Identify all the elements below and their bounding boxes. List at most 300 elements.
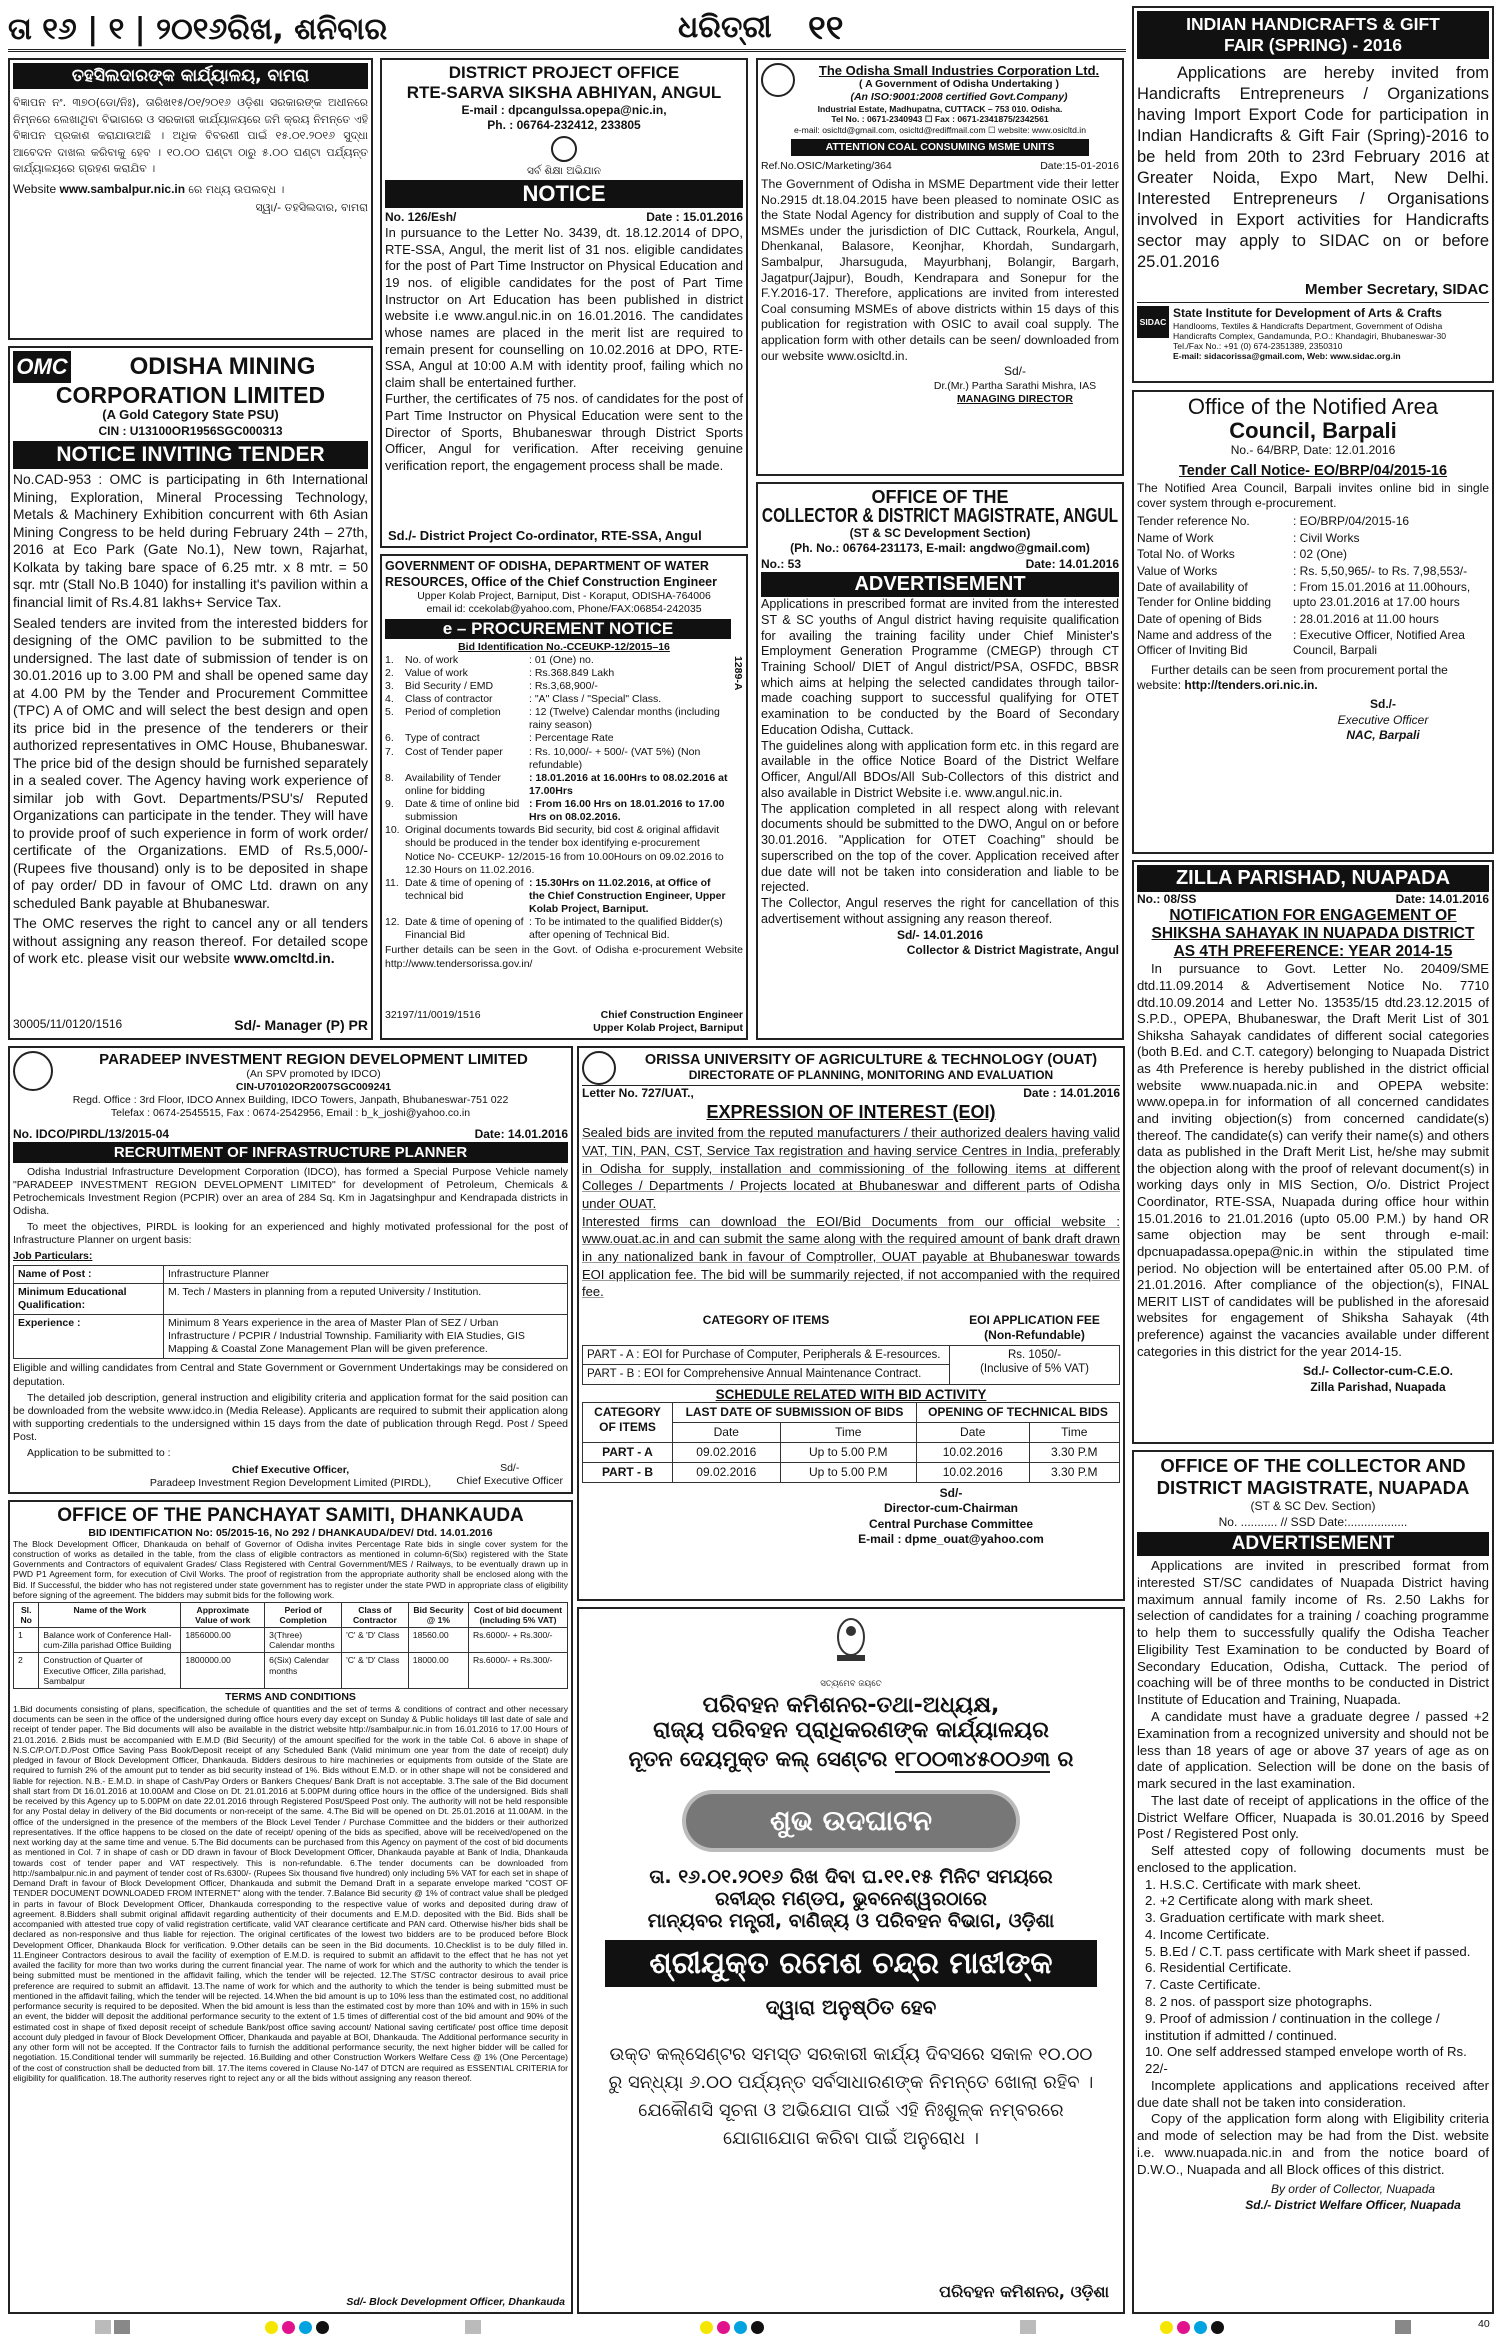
color-dot-icon bbox=[734, 2321, 747, 2334]
registration-square-icon bbox=[1020, 2320, 1036, 2334]
transport-toll-free-number[interactable]: ୧୮୦୦୩୪୫୦୦୬୩ bbox=[894, 1747, 1051, 1772]
ouat-subhead-cell: Time bbox=[1029, 1422, 1119, 1442]
pirdl-addr-3 bbox=[13, 1491, 568, 1494]
water-rows bbox=[385, 654, 729, 943]
water-row bbox=[385, 772, 729, 798]
water-row-value: : Percentage Rate bbox=[529, 732, 614, 745]
dhankauda-terms: 1.Bid documents consisting of plans, specification, the schedule of quantities and the set of terms & conditions of contract and other necessary documents can be seen in the office of the undersigned during office hours every day except on Sunday & Public holidays till last date of sale and receipt of tender paper. The Bid documents will also be available in the district website http://sambalpur.nic.in from 16.01.2016 to 17.00 Hours of 21.01.2016. 2.Bids must be accompanied with E.M.D (Bid Security) of the amount specified for the work in the table Col. 6 above in shape of N.S.C/P.O/T.D./Post Office Saving Pass Book/Deposit receipt of any Scheduled Bank (Valid minimum one year from the date of receipt) duly pledged in favour of Block Development Officer, Dhankauda. Bidders desirous to hire machineries or equipments from outside of the State are required to furnish 2% of the amount put to tender as bid security instead of 1%. Bids without E.M.D. or in other shape will not be considered and liable for rejection. N.B.- E.M.D. in shape of Cash/Pay Orders or Bankers Cheques/ Bank Draft is not acceptable. 3.The sale of the Bid document shall start from Dt 16.01.2016 at 10.00AM and Close on Dt. 21.01.2016 at 5.00PM during office hours in the office of the undersigned. Bids shall be received by this Agency up to 5.00PM on date 22.01.2016 through Registered Post/Speed Post only. The authority will not be held responsible for any Postal delay in delivery of the Bid documents or non-receipt of the same. 4.The Bid will be opened on Dt. 25.01.2016 at 11.00AM. in the office of the undersigned in the presence of the members of the Block Level Tender / Purchase Committee and the bidders or their authorized representatives. If the office happens to be closed on the date of receipt/ opening of the bids as specified, above will be received/opened on the next working day at the same time and venue. 5.The Bid documents can be purchased from this Agency on payment of the cost of bid documents as mentioned in Col. 7 in shape of cash or DD drawn in favour of Block Development Officer, Dhankauda payable at Bank of India, Dhankauda towards cost of tender paper and VAT respectively. This is non-refundable. 6.The tender documents can be downloaded from http://sambalpur.nic.in and payment of tender cost of Rs.6300/- (Rupees Six thousand five hundred) only including 5% VAT for each set in shape of Demand Draft in favour of Block Development Officer, Dhankauda and submit the Demand Draft in a separate envelope marked "COST OF TENDER DOCUMENT DOWNLOADED FROM INTERNET" along with the tender. 7.Balance Bid security @ 1% of contract value shall be pledged in parts in favour of Block Development Officer, Dhankauda corresponding to the respective value of works and deposited during draw of agreement. 8.Bidders shall submit original affidavit regarding authenticity of their documents and E.M.D. deposited with the Bid. Bids shall be accompanied with attested true copy of valid registration certificate, valid VAT clearance certificate and PAN card. Otherwise his/her bids shall be declared as non-responsive and thus liable for rejection. The original certificates of the lowest two bidders are to be produced before Block Development Officer, Dhankauda Block for verification. 9.Other details can be seen in the Bid documents. 10.Checklist is to be duly filled in. 11.Engineer Contractors desirous to avail the facility of exemption of E.M.D. is required to submit an affidavit to the effect that he has not yet availed the facility for more than two works during the current financial year. The name of work for which and the authority to which the tender is being submitted must be mentioned in the affidavit failing, which the tender will be rejected. 12.The ST/SC contractor desirous to avail price preference are required to submit an affidavit. 13.The name of work for which and the authority to which the tender is being submitted must be mentioned in the affidavit failing, which the tender will be rejected. 14.When the bid amount is up to 10% less than the estimated cost, no additional performance security is required to be deposited. When the bid amount is less than the estimated cost by more than 10% and with in 15% in such an event, the bidder will deposit the additional performance security to the extent of 1.5 times of differential cost of the bid amount and 90% of the estimated cost in shape of fixed deposit receipt of schedule Bank/post office saving account/ National saving certificate/ post office time deposit account duly pledged in favour of Block Development Officer, Dhankauda and payable at BOI, Dhankauda. The Additional performance security in any other form will not be accepted. If the Contractor fails to furnish the additional performance security, the next higher bidder will be called for negotiation. 15.Conditional tender will summarily be rejected. 16.Building and other Construction Workers Welfare Cess @ 1% (One Percentage) of the cost of construction shall be deducted from bill. 17.The items covered in Clause No-147 of DTCN are required as ESSENTIAL CRITERIA for eligibility for qualification. 18.The authority reserves right to reject any or all the bids without assigning any reason thereof. bbox=[13, 1703, 568, 2083]
ouat-table-cell: 10.02.2016 bbox=[916, 1442, 1029, 1462]
collector-angul-title-2: COLLECTOR & DISTRICT MAGISTRATE, ANGUL bbox=[761, 505, 1119, 528]
sidac-org-2: Handlooms, Textiles & Handicrafts Department, Government of Odisha bbox=[1173, 320, 1443, 331]
water-footer bbox=[385, 1009, 743, 1035]
omc-cin: CIN : U13100OR1956SGC000313 bbox=[98, 424, 283, 439]
collector-nuapada-notice bbox=[1132, 1450, 1494, 2314]
collector-angul-p4: The Collector, Angul reserves the right for cancellation of this advertisement without assigning any reason thereof. bbox=[761, 896, 1119, 926]
sidac-body: Applications are hereby invited from Handicrafts Entrepreneurs / Organizations having Import Export Code for participation in Indian Handicrafts & Gift Fair (Spring)-2016 to be held from 20th to 23rd February 2016 at Greater Noida, Expo Mart, New Delhi. Interested Entrepreneurs / Organisations involved in Export activities for Handicrafts sector may apply to SIDAC on or before 25.01.2016 bbox=[1137, 64, 1489, 271]
barpali-row-value: : Rs. 5,50,965/- to Rs. 7,98,553/- bbox=[1293, 563, 1468, 578]
dhankauda-table-cell: 2 bbox=[14, 1653, 39, 1688]
barpali-row bbox=[1137, 514, 1489, 529]
ouat-fee-2: (Inclusive of 5% VAT) bbox=[980, 1363, 1089, 1376]
tahasil-body: ବିଜ୍ଞାପନ ନଂ. ୩୭୦(ଡୋ/ନିଃ), ତାରିଖ୧୫/୦୧/୨୦୧୬ ଓଡ଼ିଶା ସରକାରଙ୍କ ଅଧୀନରେ ନିମ୍ନରେ ଲେଖାଥିବା ବିଭାଗରେ ଓ ସରକାରୀ କାର୍ଯ୍ୟାଳୟରେ ଜମି କ୍ରୟ ନିମନ୍ତେ ଏହି ବିଜ୍ଞାପନ ପ୍ରକାଶ କରାଯାଉଅଛି । ଅଧିକ ବିବରଣୀ ପାଇଁ ୧୫.୦୧.୨୦୧୬ ସୁଦ୍ଧା ଆବେଦନ ଦାଖଲ କରିବାକୁ ହେବ । ୧୦.୦୦ ଘଣ୍ଟା ଠାରୁ ୫.୦୦ ଘଣ୍ଟା ପର୍ଯ୍ୟନ୍ତ କାର୍ଯ୍ୟାଳୟରେ ଗ୍ରହଣ କରାଯିବ । bbox=[13, 96, 368, 175]
sidac-bar bbox=[1137, 11, 1489, 59]
pirdl-table-row bbox=[14, 1265, 568, 1283]
water-row-num: 1. bbox=[385, 653, 394, 666]
ouat-title-1: ORISSA UNIVERSITY OF AGRICULTURE & TECHNOLOGY (OUAT) bbox=[644, 1052, 1098, 1069]
water-row bbox=[385, 824, 729, 877]
pirdl-p1: Eligible and willing candidates from Central and State Government or Government Undertakings may be considered on deputation. bbox=[13, 1362, 568, 1388]
ouat-letter: Letter No. 727/UAT., bbox=[582, 1086, 694, 1100]
pirdl-table-value: M. Tech / Masters in planning from a reputed University / Institution. bbox=[164, 1283, 568, 1314]
barpali-row bbox=[1137, 547, 1489, 562]
pirdl-intro: Odisha Industrial Infrastructure Development Corporation (IDCO), has formed a Special Purpose Vehicle namely "PARADEEP INVESTMENT REGION DEVELOPMENT LIMITED" for development of Petroleum, Chemicals & Petrochemicals Investment Region (PCPIR) over an area of 284 Sq. Km in Jagatsinghpur and Kendrapada districts in Odisha. bbox=[13, 1165, 568, 1218]
collector-angul-p1: Applications in prescribed format are invited from the interested ST & SC youths of Angul district having requisite qualification for availing the training facility under Chief Minister's Employment Generation Programme (CMEGP) through CT Training School/ DIET of Angul district/PSA, OSFDC, BBSR which aims at helping the selected candidates through tailor-made coaching support to successful qualifying for OTET examination to be conducted by the Board of Secondary Education Odisha, Cuttack. bbox=[761, 597, 1119, 737]
ouat-head-open: OPENING OF TECHNICAL BIDS bbox=[916, 1402, 1119, 1422]
ouat-part-a: PART - A : EOI for Purchase of Computer, Peripherals & E-resources. bbox=[583, 1346, 950, 1365]
collector-nuapada-p6: Copy of the application form along with Eligibility criteria and mode of selection may be had from the Dist. website i.e. www.nuapada.nic.in and from the notice board of D.W.O., Nuapada and all Block offices of this district. bbox=[1137, 2111, 1489, 2177]
barpali-sd: Sd./- bbox=[1370, 697, 1396, 712]
collector-angul-date: Date: 14.01.2016 bbox=[1025, 556, 1119, 571]
omc-footer bbox=[13, 1017, 368, 1035]
ouat-head-category: CATEGORY OF ITEMS bbox=[583, 1402, 673, 1442]
collector-nuapada-no: No. ........... // SSD Date:.................. bbox=[1218, 1514, 1408, 1529]
water-row bbox=[385, 877, 729, 916]
collector-angul-p2: The guidelines along with application form etc. in this regard are available in the office Notice Board of the District Welfare Officer, Angul/All BDOs/All Sub-Collectors of this district and also available in District Website i.e. www.angul.nic.in. bbox=[761, 738, 1119, 800]
pirdl-tel: Telefax : 0674-2545515, Fax : 0674-2542956, Email : b_k_joshi@yahoo.co.in bbox=[110, 1107, 471, 1120]
dhankauda-table-cell: 'C' & 'D' Class bbox=[342, 1653, 409, 1688]
collector-nuapada-title-1: OFFICE OF THE COLLECTOR AND bbox=[1160, 1455, 1466, 1476]
water-side-code: 1289-A bbox=[732, 656, 744, 691]
water-row-key: Original documents towards Bid security, bid cost & original affidavit should be produced in the tender box identifying e-procurement Notice No- CCEUKP- 12/2015-16 from 10.00Hours on 09.02.2016 to 12.30 Hours on 11.02.2016. bbox=[405, 824, 724, 876]
water-title: GOVERNMENT OF ODISHA, DEPARTMENT OF WATER RESOURCES, Office of the Chief Construction Engineer bbox=[385, 559, 717, 589]
pirdl-table-row bbox=[14, 1315, 568, 1359]
osic-title-3: (An ISO:9001:2008 certified Govt.Company) bbox=[850, 91, 1068, 104]
idco-logo-icon bbox=[13, 1051, 53, 1091]
dhankauda-table-cell: Rs.6000/- + Rs.300/- bbox=[469, 1653, 568, 1688]
pirdl-sign: Chief Executive Officer bbox=[456, 1474, 563, 1487]
barpali-row bbox=[1137, 564, 1489, 579]
color-dot-icon bbox=[717, 2321, 730, 2334]
water-row-num: 10. bbox=[385, 824, 400, 837]
color-dot-icon bbox=[1177, 2321, 1190, 2334]
ouat-fee-head-1: EOI APPLICATION FEE bbox=[969, 1313, 1100, 1328]
water-row-key: Period of completion bbox=[405, 706, 501, 719]
dhankauda-head-cell: Bid Security @ 1% bbox=[408, 1602, 468, 1627]
barpali-row-key: Date of availability of Tender for Online bidding bbox=[1137, 579, 1272, 610]
osic-body: The Government of Odisha in MSME Department vide their letter No.2915 dt.18.04.2015 have been pleased to nominate OSIC as the State Nodal Agency for distribution and supply of Coal to the MSMEs under the jurisdiction of DIC Cuttack, Rourkela, Angul, Dhenkanal, Balasore, Keonjhar, Khordah, Sundargarh, Sambalpur, Jharsuguda, Mayurbhanj, Bolangir, Bargarh, Jagatpur(Jajpur), Boudh, Kendrapara and Sonepur for the F.Y.2016-17. Therefore, applications are invited from interested Coal consuming MSMEs of above districts within 15 days of this publication for registration with OSIC to avail coal supply. The application form with other details can be seen/ downloaded from our website www.osicltd.in. bbox=[761, 176, 1119, 363]
barpali-rows bbox=[1137, 514, 1489, 658]
registration-square-icon bbox=[1395, 2320, 1411, 2334]
water-row-key: Availability of Tender online for bidding bbox=[405, 771, 501, 797]
barpali-website[interactable]: http://tenders.ori.nic.in. bbox=[1184, 678, 1318, 693]
transport-line-5: ତା. ୧୬.୦୧.୨୦୧୬ ରିଖ ଦିବା ଘ.୧୧.୧୫ ମିନିଟ ସମୟରେ bbox=[649, 1866, 1053, 1889]
masthead bbox=[8, 6, 1126, 52]
barpali-row-value: : 02 (One) bbox=[1293, 547, 1348, 562]
barpali-row-key: Total No. of Works bbox=[1137, 547, 1235, 562]
dhankauda-table-row bbox=[14, 1628, 568, 1653]
water-row-num: 12. bbox=[385, 916, 400, 929]
omc-logo: OMC bbox=[13, 351, 71, 383]
water-row-value: : "A" Class / "Special" Class. bbox=[529, 693, 662, 705]
water-row-value: : 12 (Twelve) Calendar months (including rainy season) bbox=[529, 706, 720, 732]
registration-square-icon bbox=[114, 2320, 130, 2334]
ouat-p1: Sealed bids are invited from the reputed manufacturers / their authorized dealers having valid VAT, TIN, PAN, CST, Service Tax registration and having service Centres in India, preferably in Odisha for supply, installation and commissioning of the following items at different Colleges / Departments / Projects located at Bhubaneswar and different parts of Odisha under OUAT. bbox=[582, 1125, 1120, 1212]
water-bid-id: Bid Identification No.-CCEUKP-12/2015–16 bbox=[458, 640, 670, 653]
sidac-logo: SIDAC bbox=[1137, 306, 1169, 338]
pirdl-p3: Application to be submitted to : bbox=[27, 1447, 171, 1460]
barpali-row-key: Name of Work bbox=[1137, 530, 1214, 545]
transport-line-1: ପରିବହନ କମିଶନର-ତଥା-ଅଧ୍ୟକ୍ଷ, bbox=[702, 1693, 1000, 1719]
water-row bbox=[385, 680, 729, 693]
dhankauda-table-cell: Balance work of Conference Hall-cum-Zilla parishad Office Building bbox=[39, 1628, 181, 1653]
omc-notice bbox=[8, 346, 373, 1040]
omc-website[interactable]: www.omcltd.in. bbox=[233, 951, 335, 967]
ouat-schedule-title: SCHEDULE RELATED WITH BID ACTIVITY bbox=[715, 1386, 987, 1402]
transport-body: ଉକ୍ତ କଲ୍‌ସେଣ୍ଟର ସମସ୍ତ ସରକାରୀ କାର୍ଯ୍ୟ ଦିବସରେ ସକାଳ ୧୦.୦୦ ରୁ ସନ୍ଧ୍ୟା ୬.୦୦ ପର୍ଯ୍ୟନ୍ତ ସର୍ବସାଧାରଣଙ୍କ ନିମନ୍ତେ ଖୋଲା ରହିବ । ଯେକୌଣସି ସୂଚନା ଓ ଅଭିଯୋଗ ପାଇଁ ଏହି ନିଃଶୁଳ୍କ ନମ୍ବରରେ ଯୋଗାଯୋଗ କରିବା ପାଇଁ ଅନୁରୋଧ । bbox=[608, 2044, 1094, 2149]
ouat-schedule-table bbox=[582, 1402, 1120, 1483]
collector-nuapada-list-item: 2. +2 Certificate along with mark sheet. bbox=[1145, 1893, 1374, 1909]
transport-line-4: ର bbox=[1057, 1747, 1074, 1772]
water-row-num: 2. bbox=[385, 666, 394, 679]
water-row-num: 7. bbox=[385, 745, 394, 758]
ouat-table-cell: Up to 5.00 P.M bbox=[780, 1462, 916, 1482]
collector-angul-title-3: (ST & SC Development Section) bbox=[849, 526, 1031, 540]
collector-nuapada-list-item: 7. Caste Certificate. bbox=[1145, 1977, 1261, 1993]
omc-p3 bbox=[13, 915, 368, 968]
water-row-key: Date & time of opening of Financial Bid bbox=[405, 916, 524, 942]
tahasil-notice bbox=[8, 58, 373, 340]
barpali-further bbox=[1137, 663, 1489, 694]
water-row-value: : Rs. 10,000/- + 500/- (VAT 5%) (Non refundable) bbox=[529, 745, 701, 771]
ouat-logo-icon bbox=[582, 1051, 616, 1085]
collector-nuapada-list-item: 9. Proof of admission / continuation in the college / institution if admitted / continued. bbox=[1145, 2010, 1440, 2043]
ouat-sign-3: E-mail : dpme_ouat@yahoo.com bbox=[858, 1531, 1044, 1546]
dhankauda-table-cell: 1856000.00 bbox=[181, 1628, 265, 1653]
collector-angul-bar: ADVERTISEMENT bbox=[761, 572, 1119, 597]
pirdl-ref bbox=[13, 1127, 568, 1142]
dhankauda-table-cell: Construction of Quarter of Executive Officer, Zilla parishad, Sambalpur bbox=[39, 1653, 181, 1688]
barpali-row bbox=[1137, 531, 1489, 546]
transport-line-2: ରାଜ୍ୟ ପରିବହନ ପ୍ରାଧିକରଣଙ୍କ କାର୍ଯ୍ୟାଳୟର bbox=[653, 1718, 1049, 1744]
ouat-table-cell: PART - A bbox=[583, 1442, 673, 1462]
dhankauda-head-cell: Cost of bid document (including 5% VAT) bbox=[469, 1602, 568, 1627]
water-row-key: Date & time of online bid submission bbox=[405, 798, 520, 824]
rte-ref bbox=[385, 210, 743, 225]
collector-angul-no: No.: 53 bbox=[761, 556, 802, 571]
osic-ref bbox=[761, 160, 1119, 173]
omc-p1: No.CAD-953 : OMC is participating in 6th International Mining, Exploration, Mineral Processing Technology, Metals & Machinery Exhibition concurrent with 6th Asian Mining Congress to be held during February 24th – 27th, 2016 at Eco Park (Gate No.1), New town, Rajarhat, Kolkata by taking bare space of 6.25 mtr. x 8 mtr. = 50 sqr. mtr (Stall No.B 1040) for installing it's pavilion within a financial limit of Rs.4.81 lakhs+ Service Tax. bbox=[13, 472, 368, 610]
ouat-notice bbox=[577, 1046, 1125, 1601]
rte-notice bbox=[380, 58, 748, 548]
barpali-row-value: : Executive Officer, Notified Area Council, Barpali bbox=[1293, 627, 1465, 658]
color-dot-icon bbox=[1194, 2321, 1207, 2334]
dhankauda-title: OFFICE OF THE PANCHAYAT SAMITI, DHANKAUDA bbox=[57, 1505, 524, 1526]
dhankauda-table bbox=[13, 1602, 568, 1689]
sidac-notice bbox=[1132, 6, 1494, 383]
barpali-tcn: Tender Call Notice- EO/BRP/04/2015-16 bbox=[1178, 462, 1448, 479]
osic-logo-icon bbox=[761, 63, 795, 97]
issue-date: ତା ୧୬ | ୧ | ୨୦୧୬ରିଖ, ଶନିବାର bbox=[8, 12, 388, 47]
zilla-bar: ZILLA PARISHAD, NUAPADA bbox=[1137, 865, 1489, 892]
barpali-row-key: Name and address of the Officer of Inviting Bid bbox=[1137, 627, 1272, 658]
registration-square-icon bbox=[465, 2320, 481, 2334]
water-row-key: Date & time of opening of technical bid bbox=[405, 876, 524, 902]
collector-angul-p3: The application completed in all respect along with relevant documents should be submitted to the DWO, Angul on or before 30.01.2016. "Application for OTET Coaching" should be superscribed on the top of the cover. Application received after due date will not be taken into consideration and liable to be rejected. bbox=[761, 801, 1119, 895]
water-row bbox=[385, 732, 729, 745]
water-row-num: 4. bbox=[385, 693, 394, 705]
water-row bbox=[385, 916, 729, 942]
ouat-head-last: LAST DATE OF SUBMISSION OF BIDS bbox=[673, 1402, 917, 1422]
ouat-subhead-cell: Time bbox=[780, 1422, 916, 1442]
osic-name: Dr.(Mr.) Partha Sarathi Mishra, IAS bbox=[933, 379, 1097, 392]
omc-title-2: CORPORATION LIMITED bbox=[55, 382, 326, 408]
dhankauda-table-cell: 1 bbox=[14, 1628, 39, 1653]
water-row bbox=[385, 746, 729, 772]
collector-angul-sign: Collector & District Magistrate, Angul bbox=[906, 942, 1119, 957]
zilla-notice bbox=[1132, 860, 1494, 1444]
ssa-logo-icon bbox=[551, 136, 577, 162]
ouat-fee-1: Rs. 1050/- bbox=[1007, 1349, 1062, 1362]
barpali-sign-2: NAC, Barpali bbox=[1346, 728, 1420, 743]
omc-sub-1: (A Gold Category State PSU) bbox=[102, 407, 279, 423]
zilla-heading-1: NOTIFICATION FOR ENGAGEMENT OF bbox=[1169, 907, 1457, 925]
ouat-table-cell: PART - B bbox=[583, 1462, 673, 1482]
dhankauda-notice bbox=[8, 1500, 573, 2314]
transport-line-6: ରବୀନ୍ଦ୍ର ମଣ୍ଡପ, ଭୁବନେଶ୍ୱରଠାରେ bbox=[715, 1888, 987, 1911]
transport-line-3: ନୂତନ ଦେୟମୁକ୍ତ କଲ୍ ସେଣ୍ଟର bbox=[628, 1747, 888, 1772]
registration-square-icon bbox=[95, 2320, 111, 2334]
barpali-row-key: Tender reference No. bbox=[1137, 514, 1250, 529]
barpali-row-key: Date of opening of Bids bbox=[1137, 611, 1262, 626]
osic-bar: ATTENTION COAL CONSUMING MSME UNITS bbox=[791, 139, 1089, 156]
water-row-num: 6. bbox=[385, 732, 394, 745]
water-code: 32197/11/0019/1516 bbox=[385, 1008, 481, 1021]
dhankauda-tc: TERMS AND CONDITIONS bbox=[225, 1690, 356, 1703]
pirdl-jp: Job Particulars: bbox=[13, 1249, 93, 1262]
collector-nuapada-list bbox=[1137, 1877, 1489, 2078]
osic-title-2: ( A Government of Odisha Undertaking ) bbox=[859, 78, 1059, 90]
collector-nuapada-title-3: (ST & SC Dev. Section) bbox=[1250, 1499, 1376, 1514]
zilla-body: In pursuance to Govt. Letter No. 20409/SME dtd.11.09.2014 & Advertisement Notice No. 7710 dtd.10.09.2014 and Letter No. 13535/15 dtd.23.12.2015 of S.P.D., OPEPA, Bhubaneswar, the Draft Merit List of 301 Shiksha Sahayak candidates of different social categories (both B.Ed. and C.T. category) belonging to Nuapada District as 4th Preference is hereby published in the district official website www.nuapada.nic.in and OPEPA website: www.opepa.in for information of all concerned candidates and inviting objection(s) from concerned candidate(s) thereof. The candidate(s) can verify their name(s) and others data as published in the Draft Merit List, he/she may submit the objection along with the proof of relevant document(s) in working days only in MIS Section, O/o. District Project Coordinator, RTE-SSA, Nuapada during office hour within 15.01.2016 to 21.01.2016 (upto 05.00 P.M.) by hand OR same objection may be sent through e-mail: dpcnuapadassa.opepa@nic.in within the stipulated time period. No objection will be entertained after 05.00 P.M. of 21.01.2016. After compliance of the objection(s), FINAL MERIT LIST of candidates will be published in the aforesaid websites for engagement of Shiksha Sahayak (4th preference) against the vacancies available under different categories in this district for the year 2014-15. bbox=[1137, 961, 1490, 1359]
zilla-heading-2: SHIKSHA SAHAYAK IN NUAPADA DISTRICT bbox=[1151, 925, 1475, 943]
dhankauda-table-cell: 3(Three) Calendar months bbox=[265, 1628, 342, 1653]
collector-angul-ref bbox=[761, 557, 1119, 572]
water-row-num: 8. bbox=[385, 771, 394, 784]
dhankauda-head-cell: Sl. No bbox=[14, 1602, 39, 1627]
collector-nuapada-list-item: 8. 2 nos. of passport size photographs. bbox=[1145, 1994, 1373, 2009]
ouat-title-2: DIRECTORATE OF PLANNING, MONITORING AND EVALUATION bbox=[688, 1068, 1054, 1083]
water-row bbox=[385, 667, 729, 680]
transport-emblem bbox=[585, 1615, 1117, 1689]
dhankauda-head-cell: Name of the Work bbox=[39, 1602, 181, 1627]
water-row-num: 9. bbox=[385, 798, 394, 810]
collector-nuapada-list-item: 6. Residential Certificate. bbox=[1145, 1960, 1292, 1976]
rte-bar: NOTICE bbox=[385, 180, 743, 208]
pirdl-table-value: Infrastructure Planner bbox=[164, 1265, 568, 1283]
ouat-table-cell: 3.30 P.M bbox=[1029, 1442, 1119, 1462]
osic-email: e-mail: osicltd@gmail.com, osicltd@rediffmail.com ☐ website: www.osicltd.in bbox=[794, 124, 1086, 135]
dhankauda-head-cell: Approximate Value of work bbox=[181, 1602, 265, 1627]
transport-line-3-wrap bbox=[585, 1747, 1117, 1772]
dhankauda-table-cell: Rs.6000/- + Rs.300/- bbox=[469, 1628, 568, 1653]
tahasil-sign: ସ୍ୱା/- ତହସିଲଦାର, ବାମରା bbox=[255, 200, 368, 214]
zilla-no: No.: 08/SS bbox=[1137, 892, 1197, 906]
collector-nuapada-p3: The last date of receipt of applications in the office of the District Welfare Officer, Nuapada is 30.01.2016 by Speed Post / Registered Post only. bbox=[1137, 1792, 1489, 1842]
pirdl-table-row bbox=[14, 1283, 568, 1314]
ouat-sign-1: Director-cum-Chairman bbox=[883, 1501, 1019, 1516]
ouat-table-cell: 09.02.2016 bbox=[673, 1442, 781, 1462]
color-dot-icon bbox=[265, 2321, 278, 2334]
osic-sd: Sd/- bbox=[1003, 364, 1026, 379]
pirdl-table-key: Experience : bbox=[14, 1315, 164, 1359]
collector-angul-notice bbox=[756, 482, 1124, 1040]
ouat-fee-head bbox=[950, 1311, 1120, 1346]
pirdl-table-value: Minimum 8 Years experience in the area of Master Plan of SEZ / Urban Infrastructure / PCPIR / Industrial Township. Familiarity with EIA Studies, GIS Mapping & Coastal Zone Management Plan will be given preference. bbox=[164, 1315, 568, 1359]
collector-nuapada-bar: ADVERTISEMENT bbox=[1137, 1532, 1489, 1556]
barpali-row bbox=[1137, 628, 1489, 659]
osic-address: Industrial Estate, Madhupatna, CUTTACK – 753 010. Odisha. bbox=[817, 104, 1063, 115]
dhankauda-head-cell: Period of Completion bbox=[265, 1602, 342, 1627]
transport-ribbon: ଶୁଭ ଉଦଘାଟନ bbox=[686, 1794, 1016, 1848]
pirdl-date: Date: 14.01.2016 bbox=[474, 1126, 568, 1141]
color-dot-icon bbox=[316, 2321, 329, 2334]
ouat-table-row bbox=[583, 1462, 1120, 1482]
water-row-value: : 18.01.2016 at 16.00Hrs to 08.02.2016 at 17.00Hrs bbox=[529, 771, 728, 797]
pirdl-notice bbox=[8, 1046, 573, 1494]
collector-nuapada-list-item: 4. Income Certificate. bbox=[1145, 1926, 1270, 1942]
ouat-cat-head: CATEGORY OF ITEMS bbox=[702, 1313, 830, 1328]
dhankauda-table-cell: 6(Six) Calendar months bbox=[265, 1653, 342, 1688]
footer-page-number: 40 bbox=[1478, 2318, 1490, 2330]
rte-title-1: DISTRICT PROJECT OFFICE bbox=[448, 63, 680, 82]
dhankauda-intro: The Block Development Officer, Dhankauda on behalf of Governor of Odisha invites Percentage Rate bids in single cover system for the construction of works as detailed in the table, from the class of eligible contractors as mentioned in column-6(Six) registered with the State Governments and Contractors of equivalent Grades/ Class Registered with Central Government/MES / Railways, to be eventually drawn up in PWD P1 Agreement form, for execution of Civil Works. The proof of registration from the appropriate authority shall be enclosed along with the Bid. If Successful, the bidder who has not registered under state government has to register under the state PWD in appropriate class of eligibility before signing of the agreement. The bidders may submit bids for the following work. bbox=[13, 1539, 568, 1600]
transport-line-7: ମାନ୍ୟବର ମନ୍ତ୍ରୀ, ବାଣିଜ୍ୟ ଓ ପରିବହନ ବିଭାଗ, ଓଡ଼ିଶା bbox=[647, 1910, 1055, 1933]
ouat-bar: EXPRESSION OF INTEREST (EOI) bbox=[706, 1102, 996, 1123]
barpali-sign-1: Executive Officer bbox=[1337, 712, 1429, 727]
collector-nuapada-list-item: 10. One self addressed stamped envelope worth of Rs. 22/- bbox=[1145, 2044, 1467, 2077]
tahasil-website[interactable]: www.sambalpur.nic.in bbox=[59, 181, 186, 196]
color-dot-icon bbox=[700, 2321, 713, 2334]
barpali-no: No.- 64/BRP, Date: 12.01.2016 bbox=[1230, 443, 1396, 458]
dhankauda-table-row bbox=[14, 1653, 568, 1688]
water-email: email id: ccekolab@yahoo.com, Phone/FAX:06854-242035 bbox=[426, 603, 702, 616]
barpali-title-1: Office of the Notified Area bbox=[1187, 394, 1439, 419]
barpali-row-value: : 28.01.2016 at 11.00 hours bbox=[1293, 611, 1439, 626]
barpali-further-text: Further details can be seen from procurement portal the website: bbox=[1137, 662, 1448, 693]
tahasil-website-label: Website bbox=[13, 181, 57, 196]
water-notice bbox=[380, 554, 748, 1040]
sidac-org-3: Handicrafts Complex, Gandamunda, P.O.: Khandagiri, Bhubaneswar-30 bbox=[1173, 331, 1447, 342]
collector-nuapada-p4: Self attested copy of following documents must be enclosed to the application. bbox=[1137, 1843, 1489, 1875]
pirdl-sub: (An SPV promoted by IDCO) bbox=[246, 1068, 381, 1080]
collector-nuapada-sign-1: By order of Collector, Nuapada bbox=[1270, 2182, 1436, 2197]
water-row-key: Value of work bbox=[405, 666, 468, 679]
ouat-date: Date : 14.01.2016 bbox=[1023, 1086, 1120, 1100]
ouat-table-cell: 10.02.2016 bbox=[916, 1462, 1029, 1482]
collector-nuapada-list-item: 3. Graduation certificate with mark sheet. bbox=[1145, 1910, 1385, 1926]
sidac-bar-1: INDIAN HANDICRAFTS & GIFT bbox=[1186, 14, 1440, 34]
osic-title-1: The Odisha Small Industries Corporation Ltd. bbox=[818, 63, 1100, 78]
transport-emblem-text: ସତ୍ୟମେବ ଜୟତେ bbox=[820, 1679, 882, 1689]
zilla-heading-3: AS 4TH PREFERENCE: YEAR 2014-15 bbox=[1173, 943, 1453, 961]
water-row-key: Type of contract bbox=[405, 732, 480, 745]
ouat-sign-2: Central Purchase Committee bbox=[868, 1516, 1034, 1531]
water-row-value: : 15.30Hrs on 11.02.2016, at Office of the Chief Construction Engineer, Upper Kolab Project, Barniput. bbox=[529, 876, 726, 915]
rte-sign: Sd./- District Project Co-ordinator, RTE-SSA, Angul bbox=[388, 528, 702, 543]
barpali-notice bbox=[1132, 390, 1494, 854]
dhankauda-table-cell: 18000.00 bbox=[408, 1653, 468, 1688]
pirdl-sd: Sd/- bbox=[500, 1461, 520, 1474]
rte-phone: Ph. : 06764-232412, 233805 bbox=[487, 118, 641, 133]
rte-tagline: ସର୍ବ ଶିକ୍ଷା ଅଭିଯାନ bbox=[526, 164, 602, 177]
barpali-row bbox=[1137, 612, 1489, 627]
collector-angul-phone: (Ph. No.: 06764-231173, E-mail: angdwo@gmail.com) bbox=[790, 541, 1090, 556]
collector-angul-title-1: OFFICE OF THE bbox=[871, 487, 1009, 507]
water-row-key: No. of work bbox=[405, 653, 459, 666]
ouat-table-cell: 09.02.2016 bbox=[673, 1462, 781, 1482]
rte-body-2: Further, the certificates of 75 nos. of candidates for the post of Part Time Instructor on Physical Education were sent to the Director of Sports, Bhubaneswar through District Sports Officer, Angul for verification. After receiving genuine verification report, the engagement process shall be made. bbox=[385, 391, 743, 473]
tahasil-website-tail: ରେ ମଧ୍ୟ ଉପଲବ୍ଧ । bbox=[188, 182, 285, 196]
rte-logo bbox=[385, 136, 743, 178]
rte-body: In pursuance to the Letter No. 3439, dt. 18.12.2014 of DPO, RTE-SSA, Angul, the merit list of 31 nos. eligible candidates for the post of Part Time Instructor on Physical Education and 19 nos. of eligible candidates for the post of Part Time Instructor on Art Education has been published in district website i.e www.angul.nic.in on 16.01.2016. The candidates whose names are placed in the merit list are required to remain present for counselling on 10.02.2016 at DPO, RTE-SSA, Angul at 10:00 A.M with identity proof, failing which no claim shall be entertained further. bbox=[385, 225, 743, 390]
color-dot-icon bbox=[751, 2321, 764, 2334]
dhankauda-table-cell: 18560.00 bbox=[408, 1628, 468, 1653]
dhankauda-table-cell: 'C' & 'D' Class bbox=[342, 1628, 409, 1653]
water-row-num: 11. bbox=[385, 876, 399, 889]
water-row-key: Class of contractor bbox=[405, 693, 493, 705]
ouat-fee-head-2: (Non-Refundable) bbox=[984, 1328, 1085, 1343]
water-row-num: 5. bbox=[385, 706, 394, 719]
water-row-value: : Rs.368.849 Lakh bbox=[529, 666, 615, 679]
pirdl-addr-2: Paradeep Investment Region Development Limited (PIRDL), bbox=[149, 1477, 432, 1490]
omc-bar: NOTICE INVITING TENDER bbox=[13, 441, 368, 469]
dhankauda-bid-id: BID IDENTIFICATION No: 05/2015-16, No 292 / DHANKAUDA/DEV/ Dtd. 14.01.2016 bbox=[88, 1527, 493, 1539]
pirdl-title: PARADEEP INVESTMENT REGION DEVELOPMENT LIMITED bbox=[99, 1051, 528, 1068]
ouat-table-row bbox=[583, 1442, 1120, 1462]
ouat-ref bbox=[582, 1086, 1120, 1101]
pirdl-p2: The detailed job description, general instruction and eligibility criteria and application format for the said position can be downloaded from the website www.idco.in (Media Release). Applicants are required to submit their application along with supporting credentials to the undersigned within 15 days from the date of publication through Regd. Post / Speed Post. bbox=[13, 1391, 568, 1444]
zilla-ref bbox=[1137, 892, 1489, 907]
osic-tel: Tel No. : 0671-2340943 ☐ Fax : 0671-2341875/2342561 bbox=[831, 114, 1049, 125]
transport-line-8: ଦ୍ୱାରା ଅନୁଷ୍ଠିତ ହେବ bbox=[765, 1995, 937, 2020]
barpali-intro: The Notified Area Council, Barpali invites online bid in single cover system through e-procurement. bbox=[1137, 480, 1489, 511]
collector-nuapada-list-item: 5. B.Ed / C.T. pass certificate with Mark sheet if passed. bbox=[1145, 1943, 1471, 1959]
dhankauda-head-cell: Class of Contractor bbox=[342, 1602, 409, 1627]
water-row-value: : 01 (One) no. bbox=[529, 653, 594, 666]
water-row bbox=[385, 654, 729, 667]
water-row-key: Bid Security / EMD bbox=[405, 679, 494, 692]
collector-nuapada-title-2: DISTRICT MAGISTRATE, NUAPADA bbox=[1156, 1477, 1470, 1499]
collector-nuapada-sign-2: Sd./- District Welfare Officer, Nuapada bbox=[1245, 2197, 1461, 2212]
pirdl-addr-1: Chief Executive Officer, bbox=[231, 1464, 350, 1477]
page-number: ୧୧ bbox=[808, 8, 844, 48]
osic-date: Date:15-01-2016 bbox=[1040, 159, 1119, 172]
dhankauda-table-cell: 1800000.00 bbox=[181, 1653, 265, 1688]
rte-date: Date : 15.01.2016 bbox=[646, 209, 743, 224]
transport-sign: ପରିବହନ କମିଶନର, ଓଡ଼ିଶା bbox=[939, 2282, 1109, 2301]
ouat-cat-table bbox=[582, 1311, 1120, 1385]
water-row-key: Cost of Tender paper bbox=[405, 745, 503, 758]
color-dot-icon bbox=[299, 2321, 312, 2334]
zilla-sd: Sd./- Collector-cum-C.E.O. bbox=[1302, 1364, 1453, 1379]
color-dot-icon bbox=[282, 2321, 295, 2334]
pirdl-office: Regd. Office : 3rd Floor, IDCO Annex Building, IDCO Towers, Janpath, Bhubaneswar-751 022 bbox=[72, 1094, 509, 1107]
sidac-org-4: Tel./Fax No.: +91 (0) 674-2351389, 2350310 bbox=[1173, 341, 1343, 352]
sidac-org-1: State Institute for Development of Arts & Crafts bbox=[1173, 305, 1442, 320]
ouat-sd: Sd/- bbox=[939, 1485, 963, 1500]
water-row bbox=[385, 693, 729, 706]
collector-nuapada-list-item: 1. H.S.C. Certificate with mark sheet. bbox=[1145, 1876, 1362, 1892]
water-sign-1: Chief Construction Engineer bbox=[600, 1008, 743, 1021]
